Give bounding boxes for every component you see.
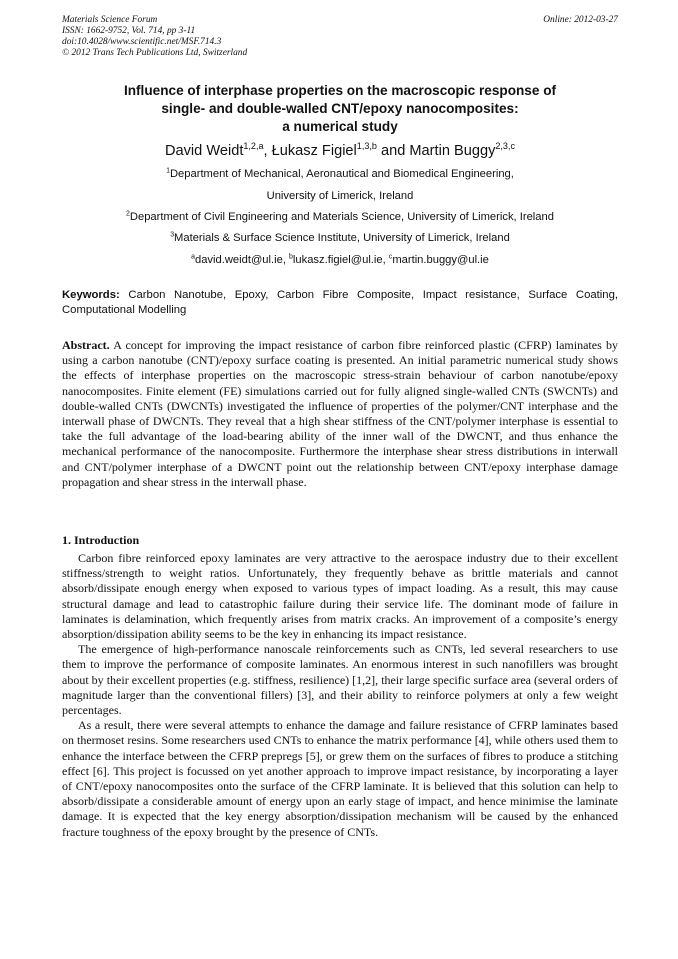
journal-name: Materials Science Forum (62, 15, 158, 25)
title-line-3: a numerical study (282, 119, 398, 134)
affiliation-number: 3 (170, 231, 175, 239)
affiliation-number: 2 (126, 210, 130, 218)
affiliation-text: Department of Civil Engineering and Materials Science, University of Limerick, Ireland (129, 211, 554, 223)
online-date: Online: 2012-03-27 (543, 15, 618, 25)
intro-paragraph-2: The emergence of high-performance nanoscale reinforcements such as CNTs, led several researchers to use them to improve the performance of composite laminates. An enormous interest in such nanofillers was brought about by their excellent properties (e.g. stiffness, resilience) [1,2], their large specific surface area (several orders of magnitude larger than the conventional fillers) [3], and their ability to reinforce polymers at only a few weight percentages. (62, 642, 618, 718)
affiliation-1-line-1 (62, 168, 618, 180)
author-2: Łukasz Figiel (271, 143, 357, 159)
affiliation-2 (62, 211, 618, 223)
publication-header (62, 15, 618, 59)
section-heading-introduction: 1. Introduction (62, 533, 140, 547)
intro-paragraph-1: Carbon fibre reinforced epoxy laminates are very attractive to the aerospace industry due to their excellent stiffness/strength to weight ratios. Unfortunately, they frequently behave as brittle materials and cannot absorb/dissipate enough energy when exposed to various types of impact loading. As a result, this may cause structural damage and lead to catastrophic failure during their service life. The dominant mode of failure in laminates is delamination, which frequently arises from matrix cracks. An improvement of a composite’s energy absorption/dissipation ability seems to be the key in enhancing its impact resistance. (62, 551, 618, 642)
introduction-body (62, 551, 618, 840)
author-3: Martin Buggy (409, 143, 496, 159)
email-c: martin.buggy@ul.ie (392, 254, 489, 266)
keywords-label: Keywords: (62, 289, 120, 301)
affiliation-text: Department of Mechanical, Aeronautical and Biomedical Engineering, (169, 168, 514, 180)
author-1: David Weidt (164, 143, 244, 159)
abstract-label: Abstract. (62, 338, 110, 352)
paper-title (62, 82, 618, 136)
affiliation-3 (62, 232, 618, 244)
issn-line: ISSN: 1662-9752, Vol. 714, pp 3-11 (62, 26, 196, 36)
author-separator: and (376, 143, 410, 159)
email-b: lukasz.figiel@ul.ie, (292, 254, 389, 266)
email-marker: a (191, 253, 195, 261)
affiliation-text: Materials & Surface Science Institute, University of Limerick, Ireland (174, 232, 510, 244)
keywords-section (62, 288, 618, 318)
email-a: david.weidt@ul.ie, (194, 254, 290, 266)
author-3-affiliation: 2,3,c (495, 141, 515, 152)
title-line-1: Influence of interphase properties on the macroscopic response of (123, 83, 557, 98)
author-emails (62, 254, 618, 266)
intro-paragraph-3: As a result, there were several attempts to enhance the damage and failure resistance of CFRP laminates based on thermoset resins. Some researchers used CNTs to enhance the matrix performance [4], while others used them to enhance the interface between the CFRP prepregs [5], or grew them on the surfaces of fibres to produce a stitching effect [6]. This project is focussed on yet another approach to improve impact resistance, by incorporating a layer of CNT/epoxy nanocomposites onto the surface of the CFRP laminate. It is believed that this solution can help to absorb/dissipate a considerable amount of energy upon an early stage of impact, and hence minimise the laminate damage. It is expected that the key energy absorption/dissipation mechanism will be caused by the enhanced fracture toughness of the epoxy brought by the presence of CNTs. (62, 718, 618, 839)
copyright-line: © 2012 Trans Tech Publications Ltd, Switzerland (62, 48, 248, 58)
email-marker: b (289, 253, 293, 261)
author-1-affiliation: 1,2,a (243, 141, 264, 152)
affiliation-1-line-2: University of Limerick, Ireland (266, 190, 414, 202)
email-marker: c (388, 253, 393, 261)
doi-line: doi:10.4028/www.scientific.net/MSF.714.3 (62, 37, 222, 47)
title-line-2: single- and double-walled CNT/epoxy nanocomposites: (161, 101, 519, 116)
abstract-text: A concept for improving the impact resistance of carbon fibre reinforced plastic (CFRP) laminates by using a carbon nanotube (CNT)/epoxy surface coating is presented. An initial parametric numerical study shows the effects of interphase properties on the macroscopic stress-strain behaviour of carbon nanotube/epoxy nanocomposites. Finite element (FE) simulations carried out for fully aligned single-walled CNTs (SWCNTs) and double-walled CNTs (DWCNTs) investigated the influence of properties of the polymer/CNT interphase and the interwall phase of DWCNTs. They reveal that a high shear stiffness of the CNT/polymer interphase is essential to take the full advantage of the load-bearing ability of the inner wall of the DWCNT, and thus enhance the mechanical performance of the nanocomposite. Furthermore the interphase shear stress distributions in interwall and CNT/polymer interphase of a DWCNT point out the relationship between CNT/epoxy interphase damage propagation and shear stress in the interwall phase. (62, 338, 618, 489)
author-2-affiliation: 1,3,b (356, 141, 377, 152)
affiliation-number: 1 (166, 167, 170, 175)
keywords-text: Carbon Nanotube, Epoxy, Carbon Fibre Composite, Impact resistance, Surface Coating, Computational Modelling (62, 289, 618, 316)
author-list (62, 143, 618, 159)
author-separator: , (263, 143, 272, 159)
abstract-section (62, 338, 618, 490)
